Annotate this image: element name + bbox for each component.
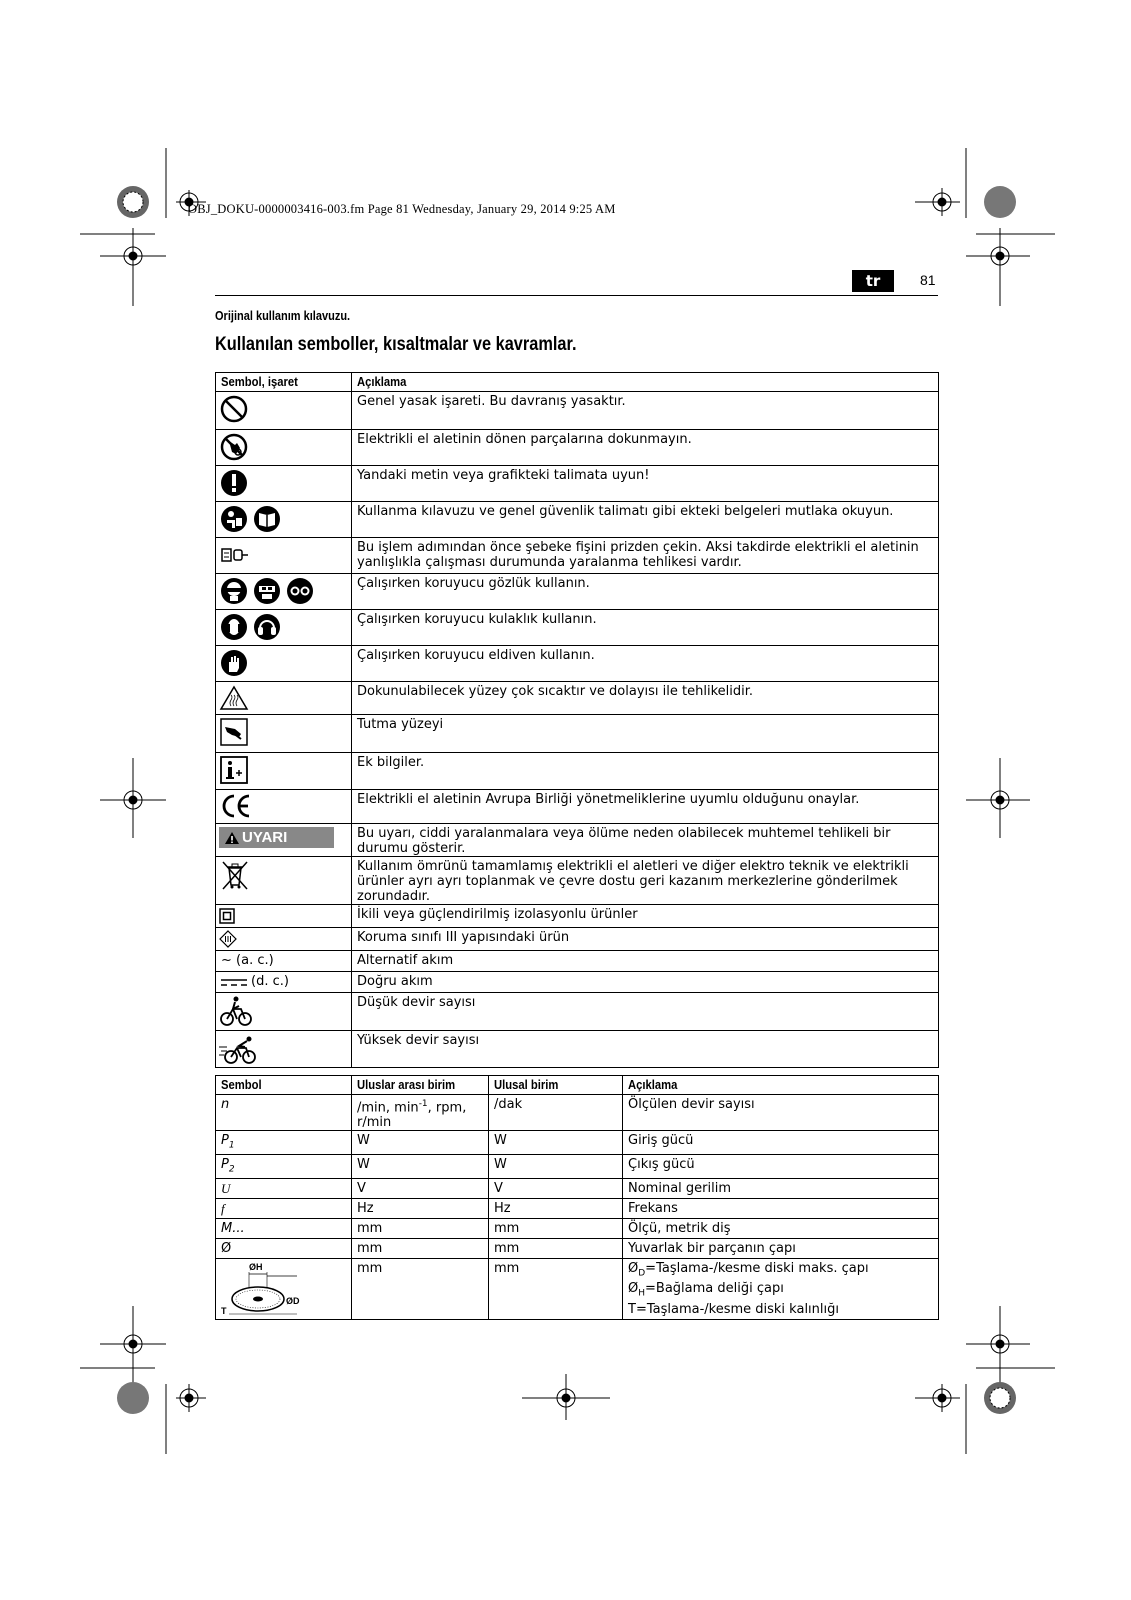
table-row <box>216 610 939 646</box>
disc-hole-diameter-label: ØH <box>249 1261 263 1272</box>
national-unit-cell: mm <box>489 1238 623 1258</box>
intl-unit-cell: mm <box>352 1238 489 1258</box>
symbol-cell <box>216 928 352 951</box>
page-number: 81 <box>920 272 936 288</box>
face-shield-icon <box>252 576 282 606</box>
header-rule <box>215 295 938 296</box>
exclamation-icon <box>219 468 249 498</box>
dc-symbol-text: (d. c.) <box>251 974 289 989</box>
symbol-cell: f <box>216 1198 352 1218</box>
header-symbol: Sembol <box>216 1076 352 1095</box>
national-unit-cell: mm <box>489 1258 623 1319</box>
unplug-icon <box>219 540 249 570</box>
symbol-cell <box>216 610 352 646</box>
disc-thickness-label: T <box>221 1305 227 1316</box>
description-cell: Frekans <box>623 1198 939 1218</box>
header-description: Açıklama <box>623 1076 939 1095</box>
table-row <box>216 1095 939 1131</box>
read-manual-icon <box>219 504 249 534</box>
description-cell: Ek bilgiler. <box>352 753 939 790</box>
national-unit-cell: V <box>489 1178 623 1198</box>
header-symbol: Sembol, işaret <box>216 373 352 392</box>
symbol-cell <box>216 502 352 538</box>
description-cell: Bu işlem adımından önce şebeke fişini prizden çekin. Aksi takdirde elektrikli el aletinin yanlışlıkla çalışması durumunda yaralanma tehlikesi vardır. <box>352 538 939 574</box>
table-row <box>216 753 939 790</box>
intl-unit-cell: W <box>352 1154 489 1178</box>
warning-badge-text: UYARI <box>242 829 288 846</box>
hot-surface-icon <box>219 684 249 712</box>
ce-mark-icon <box>219 792 253 820</box>
eye-protection-icon <box>219 576 249 606</box>
symbol-cell <box>216 753 352 790</box>
symbol-cell <box>216 392 352 430</box>
header-national-unit: Ulusal birim <box>489 1076 623 1095</box>
symbol-cell: U <box>216 1178 352 1198</box>
table-row <box>216 466 939 502</box>
warning-triangle-icon <box>224 831 240 845</box>
symbol-cell: $P_1$ <box>216 1131 352 1155</box>
intl-unit-cell: V <box>352 1178 489 1198</box>
symbol-cell <box>216 682 352 715</box>
symbol-cell <box>216 538 352 574</box>
intl-unit-cell: mm <box>352 1218 489 1238</box>
table-row <box>216 502 939 538</box>
dc-icon <box>221 977 247 987</box>
description-line: $Ø_D=Taşlama-$/kesme diski maks. çapı <box>628 1260 869 1279</box>
symbol-cell <box>216 646 352 682</box>
table-row <box>216 972 939 993</box>
symbol-cell <box>216 574 352 610</box>
table-row <box>216 1031 939 1068</box>
intl-unit-cell: mm <box>352 1258 489 1319</box>
description-cell: Çalışırken koruyucu kulaklık kullanın. <box>352 610 939 646</box>
symbol-cell <box>216 466 352 502</box>
table-row <box>216 574 939 610</box>
symbol-cell <box>216 972 352 993</box>
description-cell: Ölçü, metrik diş <box>623 1218 939 1238</box>
symbol-cell <box>216 905 352 928</box>
table-row <box>216 1218 939 1238</box>
description-cell: Genel yasak işareti. Bu davranış yasaktır. <box>352 392 939 430</box>
description-cell: Düşük devir sayısı <box>352 993 939 1031</box>
symbol-cell <box>216 790 352 824</box>
fast-bicycle-icon <box>219 1033 259 1065</box>
table-row <box>216 1131 939 1155</box>
table-row <box>216 790 939 824</box>
symbol-cell <box>216 1031 352 1068</box>
description-cell: Elektrikli el aletinin Avrupa Birliği yönetmeliklerine uyumlu olduğunu onaylar. <box>352 790 939 824</box>
intl-unit-cell: /min, $\min^{-1}$, rpm, r/min <box>352 1095 489 1131</box>
description-line: $Ø_H=Bağlama$ deliği çapı <box>628 1281 784 1299</box>
gloves-icon <box>219 648 249 678</box>
table-row <box>216 392 939 430</box>
description-cell: Koruma sınıfı III yapısındaki ürün <box>352 928 939 951</box>
description-cell: Çalışırken koruyucu gözlük kullanın. <box>352 574 939 610</box>
table-row <box>216 1238 939 1258</box>
description-cell: Çalışırken koruyucu eldiven kullanın. <box>352 646 939 682</box>
header-description: Açıklama <box>352 373 939 392</box>
symbol-cell <box>216 993 352 1031</box>
symbols-table <box>215 372 939 1068</box>
description-cell: Bu uyarı, ciddi yaralanmalara veya ölüme neden olabilecek muhtemel tehlikeli bir durumu gösterir. <box>352 824 939 857</box>
description-cell: İkili veya güçlendirilmiş izolasyonlu ürünler <box>352 905 939 928</box>
do-not-touch-icon <box>219 432 249 462</box>
units-table-header <box>216 1076 939 1095</box>
grip-surface-icon <box>219 717 249 747</box>
description-cell: Yüksek devir sayısı <box>352 1031 939 1068</box>
ear-protection-icon <box>219 612 249 642</box>
table-row <box>216 1178 939 1198</box>
goggles-icon <box>285 576 315 606</box>
info-icon <box>219 755 249 785</box>
symbol-cell: Ø <box>216 1238 352 1258</box>
table-row <box>216 928 939 951</box>
description-cell: Yandaki metin veya grafikteki talimata uyun! <box>352 466 939 502</box>
description-cell: Kullanma kılavuzu ve genel güvenlik talimatı gibi ekteki belgeleri mutlaka okuyun. <box>352 502 939 538</box>
document-subtitle: Orijinal kullanım kılavuzu. <box>215 309 351 323</box>
national-unit-cell: /dak <box>489 1095 623 1131</box>
units-table <box>215 1075 939 1320</box>
class-iii-icon <box>219 930 237 948</box>
description-cell: Ölçülen devir sayısı <box>623 1095 939 1131</box>
table-row <box>216 430 939 466</box>
national-unit-cell: mm <box>489 1218 623 1238</box>
ear-muffs-icon <box>252 612 282 642</box>
table-row <box>216 1154 939 1178</box>
description-cell: Nominal gerilim <box>623 1178 939 1198</box>
description-cell: Doğru akım <box>352 972 939 993</box>
table-row <box>216 905 939 928</box>
symbol-cell <box>216 715 352 753</box>
table-row <box>216 715 939 753</box>
table-row <box>216 538 939 574</box>
print-header-file-info: OBJ_DOKU-0000003416-003.fm Page 81 Wednesday, January 29, 2014 9:25 AM <box>188 202 616 216</box>
ac-symbol: ~ (a. c.) <box>216 951 352 972</box>
symbol-cell <box>216 824 352 857</box>
description-cell: Alternatif akım <box>352 951 939 972</box>
disc-outer-diameter-label: ØD <box>286 1295 300 1306</box>
description-cell: Giriş gücü <box>623 1131 939 1155</box>
national-unit-cell: W <box>489 1131 623 1155</box>
slow-bicycle-icon <box>219 995 253 1027</box>
language-badge: tr <box>852 270 894 292</box>
table-row <box>216 993 939 1031</box>
description-line: T=Taşlama-/kesme diski kalınlığı <box>628 1301 839 1317</box>
weee-bin-icon <box>219 859 251 891</box>
document-title: Kullanılan semboller, kısaltmalar ve kavramlar. <box>215 334 577 355</box>
table-row <box>216 1198 939 1218</box>
description-cell: Çıkış gücü <box>623 1154 939 1178</box>
symbol-cell <box>216 430 352 466</box>
warning-badge <box>219 827 334 848</box>
intl-unit-cell: Hz <box>352 1198 489 1218</box>
symbol-cell <box>216 1258 352 1319</box>
table-row <box>216 646 939 682</box>
double-insulation-icon <box>219 908 235 924</box>
description-cell: Tutma yüzeyi <box>352 715 939 753</box>
table-row <box>216 857 939 905</box>
table-row <box>216 951 939 972</box>
symbols-table-header <box>216 373 939 392</box>
book-icon <box>252 504 282 534</box>
description-cell <box>623 1258 939 1319</box>
description-cell: Elektrikli el aletinin dönen parçalarına dokunmayın. <box>352 430 939 466</box>
symbol-cell: $P_2$ <box>216 1154 352 1178</box>
grinding-disc-diagram <box>219 1261 309 1317</box>
description-cell: Kullanım ömrünü tamamlamış elektrikli el aletleri ve diğer elektro teknik ve elektrikli ürünler ayrı ayrı toplanmak ve çevre dostu geri kazanım merkezlerine gönderilmek zorundadır. <box>352 857 939 905</box>
national-unit-cell: Hz <box>489 1198 623 1218</box>
symbol-cell: M... <box>216 1218 352 1238</box>
description-cell: Dokunulabilecek yüzey çok sıcaktır ve dolayısı ile tehlikelidir. <box>352 682 939 715</box>
table-row <box>216 824 939 857</box>
description-cell: Yuvarlak bir parçanın çapı <box>623 1238 939 1258</box>
symbol-cell <box>216 857 352 905</box>
intl-unit-cell: W <box>352 1131 489 1155</box>
table-row <box>216 682 939 715</box>
national-unit-cell: W <box>489 1154 623 1178</box>
header-international-unit: Uluslar arası birim <box>352 1076 489 1095</box>
table-row <box>216 1258 939 1319</box>
prohibition-icon <box>219 394 249 424</box>
symbol-cell: n <box>216 1095 352 1131</box>
